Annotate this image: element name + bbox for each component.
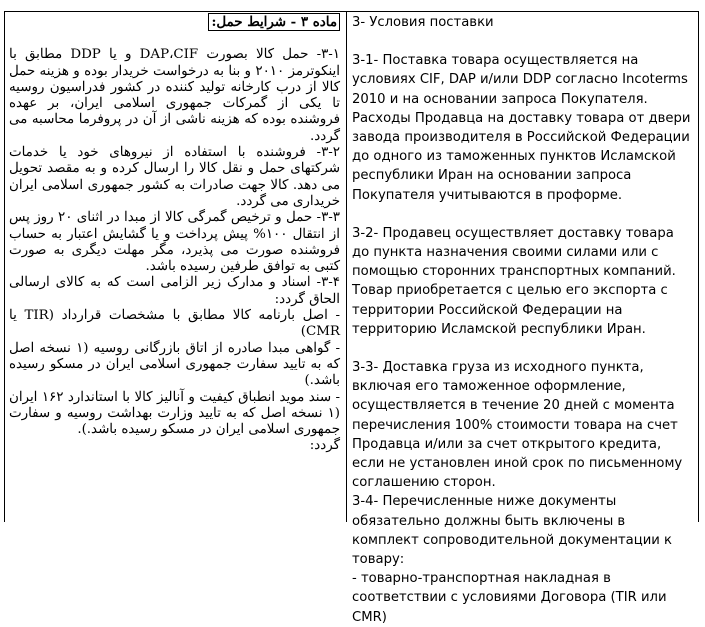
persian-column (5, 12, 347, 522)
russian-column (347, 12, 698, 625)
persian-clause-3-3: ۳-۳- حمل و ترخیص گمرگی کالا از مبدا در اثنای ۲۰ روز پس از انتقال ۱۰۰% پیش پرداخت و یا گشایش اعتبار به حساب فروشنده صورت می پذیرد، مگر مهلت دیگری به صورت کتبی به توافق طرفین رسیده باشد. (9, 210, 340, 275)
persian-doc-certificate-of-origin: - گواهی مبدا صادره از اتاق بازرگانی روسیه (۱ نسخه اصل که به تایید سفارت جمهوری اسلامی ایران در مسکو رسیده باشد.) (9, 340, 340, 389)
persian-clause-3-4: ۳-۴- اسناد و مدارک زیر الزامی است که به کالای ارسالی الحاق گردد: (9, 275, 340, 307)
russian-clause-3-2: 3-2- Продавец осуществляет доставку товара до пункта назначения своими силами или с помощью сторонних транспортных компаний. Товар приобретается с целью его экспорта с территории Российской Федерации на территорию Исламской республики Иран. (352, 225, 676, 337)
persian-cutoff-line: گردد: (309, 438, 340, 454)
contract-table (4, 11, 699, 625)
russian-doc-bill-of-lading: - товарно-транспортная накладная в соответствии с условиями Договора (TIR или CMR) (352, 571, 667, 625)
russian-clause-3-3: 3-3- Доставка груза из исходного пункта, включая его таможенное оформление, осуществляется в течение 20 дней с момента перечисления 100% стоимости товара на счет Продавца и/или за счет открытого кредита, если не установлен иной срок по письменному соглашению сторон. (352, 360, 683, 491)
persian-doc-bill-of-lading: - اصل بارنامه کالا مطابق با مشخصات قرارداد (TIR یا CMR) (9, 308, 340, 340)
persian-doc-quality-certificate: - سند موید انطباق کیفیت و آنالیز کالا با استاندارد ۱۶۲ ایران (۱ نسخه اصل که به تایید وزارت بهداشت روسیه و سفارت جمهوری اسلامی ایران در مسکو رسیده باشد.). (9, 389, 340, 438)
russian-clause-3-4: 3-4- Перечисленные ниже документы обязательно должны быть включены в комплект сопроводительной документации к товару: (352, 494, 673, 568)
persian-clause-3-1: ۳-۱- حمل کالا بصورت DAP،CIF و یا DDP مطابق با اینکوترمز ۲۰۱۰ و بنا به درخواست خریدار بوده و هزینه حمل کالا از درب کارخانه تولید کننده در کشور فدراسیون روسیه تا یکی از گمرکات جمهوری اسلامی ایران، بر عهده فروشنده بوده که هزینه ناشی از آن در پروفرما محاسبه می گردد. (9, 47, 341, 144)
russian-clause-3-1: 3-1- Поставка товара осуществляется на условиях CIF, DAP и/или DDP согласно Incoterms 2010 и на основании запроса Покупателя. Расходы Продавца на доставку товара от двери завода производителя в Российской Федерации до одного из таможенных пунктов Исламской республики Иран на основании запроса Покупателя учитываются в проформе. (352, 53, 691, 203)
persian-article-heading: ماده ۳ - شرایط حمل: (9, 14, 340, 30)
persian-clause-3-2: ۳-۲- فروشنده با استفاده از نیروهای خود یا خدمات شرکتهای حمل و نقل کالا را ارسال کرده و به مقصد تحویل می دهد. کالا جهت صادرات به کشور جمهوری اسلامی ایران خریداری می گردد. (9, 145, 340, 209)
russian-article-title: 3- Условия поставки (352, 15, 494, 30)
